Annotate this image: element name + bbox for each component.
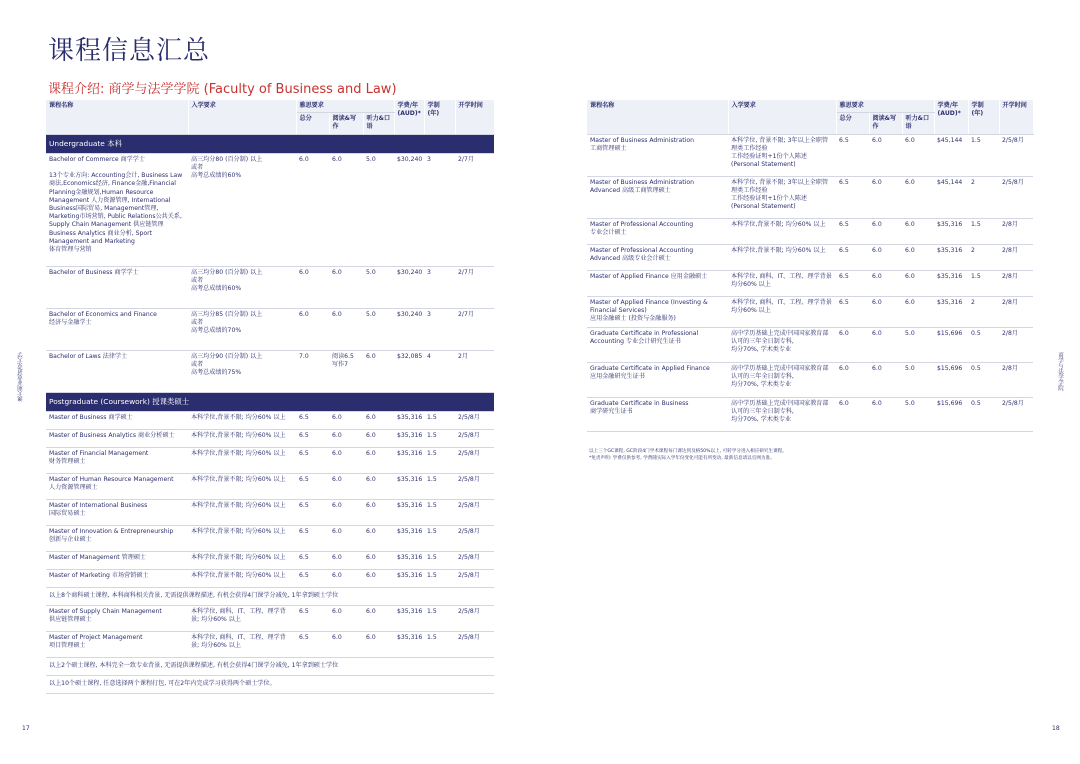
table-row <box>46 551 494 569</box>
intake-months: 2/5/8月 <box>455 525 494 551</box>
col-fee: 学费/年 (AUD)* <box>394 100 424 134</box>
col-entry-requirement: 入学要求 <box>188 100 296 134</box>
tuition-fee: $45,144 <box>934 134 968 176</box>
duration-years: 1.5 <box>424 631 455 657</box>
ielts-listening-speaking: 5.0 <box>902 327 934 362</box>
tuition-fee: $35,316 <box>394 605 424 631</box>
ielts-reading-writing: 阅读6.5 写作7 <box>329 350 363 392</box>
entry-requirement: 高中学历基础上完成中国国家教育部认可的三年全日制专科, 均分70%, 学术类专业 <box>728 397 836 431</box>
tuition-fee: $15,696 <box>934 362 968 397</box>
intake-months: 2/8月 <box>999 327 1033 362</box>
ielts-listening-speaking: 6.0 <box>363 473 394 499</box>
duration-years: 1.5 <box>424 525 455 551</box>
entry-requirement: 本科学位,背景不限; 均分60% 以上 <box>188 429 296 447</box>
table-row <box>46 447 494 473</box>
ielts-listening-speaking: 6.0 <box>902 134 934 176</box>
duration-years: 2 <box>968 244 999 270</box>
duration-years: 2 <box>968 296 999 327</box>
duration-years: 1.5 <box>424 499 455 525</box>
footnote-disclaimer: *免责声明: 学费仅供参考, 学费随实际入学年份变化可能有所变动, 最新信息请以官网为准。 <box>589 455 775 461</box>
ielts-listening-speaking: 6.0 <box>902 176 934 218</box>
footnotes <box>589 449 1029 463</box>
table-row <box>587 296 1033 327</box>
table-row <box>587 176 1033 218</box>
intake-months: 2/8月 <box>999 218 1033 244</box>
ielts-listening-speaking: 5.0 <box>902 362 934 397</box>
duration-years: 1.5 <box>424 429 455 447</box>
ielts-overall: 6.5 <box>296 631 329 657</box>
ielts-reading-writing: 6.0 <box>869 327 902 362</box>
course-name: Master of Professional Accounting 专业会计硕士 <box>587 218 728 244</box>
course-name: Bachelor of Commerce 商学学士 13个专业方向: Accounting会计, Business Law商法,Economics经济, Finance金融,Financial Planning金融规划,Human Resource Management 人力资源管理, International Business国际贸易, Management管理, Marketing市场营销, Public Relations公共关系, Supply Chain Management 供应链管理 Business Analytics 商业分析, Sport Management and Marketing 体育管理与营销 <box>46 153 188 266</box>
duration-years: 1.5 <box>968 270 999 296</box>
table-row <box>46 429 494 447</box>
tuition-fee: $35,316 <box>934 270 968 296</box>
tuition-fee: $35,316 <box>394 631 424 657</box>
intake-months: 2/5/8月 <box>999 134 1033 176</box>
table-row <box>46 605 494 631</box>
entry-requirement: 本科学位,背景不限; 均分60% 以上 <box>188 447 296 473</box>
table-row <box>46 350 494 392</box>
intake-months: 2/5/8月 <box>455 429 494 447</box>
course-name: Bachelor of Laws 法律学士 <box>46 350 188 392</box>
entry-requirement: 本科学位,背景不限; 均分60% 以上 <box>728 244 836 270</box>
course-name: Master of International Business 国际贸易硕士 <box>46 499 188 525</box>
intake-months: 2/5/8月 <box>455 551 494 569</box>
ielts-listening-speaking: 6.0 <box>363 631 394 657</box>
note-double-degree <box>46 675 494 693</box>
entry-requirement: 高三均分80 (百分制) 以上 或者 高考总成绩的60% <box>188 266 296 308</box>
ielts-reading-writing: 6.0 <box>329 411 363 429</box>
ielts-listening-speaking: 6.0 <box>363 605 394 631</box>
intake-months: 2/5/8月 <box>455 499 494 525</box>
ielts-reading-writing: 6.0 <box>869 397 902 431</box>
col-course-name: 课程名称 <box>46 100 188 134</box>
col-ielts-overall: 总分 <box>296 113 329 134</box>
tuition-fee: $35,316 <box>394 473 424 499</box>
tuition-fee: $35,316 <box>934 296 968 327</box>
ielts-reading-writing: 6.0 <box>869 362 902 397</box>
ielts-overall: 6.5 <box>296 499 329 525</box>
entry-requirement: 本科学位,背景不限; 均分60% 以上 <box>188 411 296 429</box>
duration-years: 1.5 <box>424 473 455 499</box>
tuition-fee: $35,316 <box>934 218 968 244</box>
duration-years: 2 <box>968 176 999 218</box>
col-ielts: 雅思要求 <box>296 100 394 113</box>
ielts-reading-writing: 6.0 <box>329 473 363 499</box>
ielts-reading-writing: 6.0 <box>869 270 902 296</box>
duration-years: 1.5 <box>968 134 999 176</box>
tuition-fee: $15,696 <box>934 397 968 431</box>
table-row <box>587 362 1033 397</box>
entry-requirement: 本科学位, 背景不限; 3年以上全职管理类工作经验 工作经验证明+1份个人陈述 (Personal Statement) <box>728 134 836 176</box>
note-business-masters-text: 以上8个商科硕士课程, 本科商科相关背景, 无需提供课程描述, 有机会获得4门课学分减免, 1年拿到硕士学位 <box>46 587 494 605</box>
ielts-reading-writing: 6.0 <box>869 244 902 270</box>
duration-years: 3 <box>424 153 455 266</box>
duration-years: 1.5 <box>424 605 455 631</box>
ielts-listening-speaking: 6.0 <box>363 569 394 587</box>
duration-years: 3 <box>424 308 455 350</box>
ielts-reading-writing: 6.0 <box>329 266 363 308</box>
table-row <box>587 270 1033 296</box>
tuition-fee: $30,240 <box>394 308 424 350</box>
faculty-subtitle: 课程介绍: 商学与法学学院 (Faculty of Business and Law) <box>48 82 397 97</box>
ielts-reading-writing: 6.0 <box>869 134 902 176</box>
table-row <box>587 244 1033 270</box>
course-name: Master of Marketing 市场营销硕士 <box>46 569 188 587</box>
entry-requirement: 本科学位,背景不限; 均分60% 以上 <box>188 525 296 551</box>
entry-requirement: 本科学位,背景不限; 均分60% 以上 <box>188 473 296 499</box>
course-name: Master of Business Administration 工商管理硕士 <box>587 134 728 176</box>
ielts-reading-writing: 6.0 <box>329 569 363 587</box>
right-course-table <box>587 100 1034 432</box>
section-undergraduate-text: Undergraduate 本科 <box>46 134 494 153</box>
duration-years: 0.5 <box>968 327 999 362</box>
course-name: Master of Business 商学硕士 <box>46 411 188 429</box>
table-row <box>587 327 1033 362</box>
col-intake: 开学时间 <box>999 100 1033 134</box>
course-name: Master of Management 管理硕士 <box>46 551 188 569</box>
ielts-listening-speaking: 5.0 <box>363 266 394 308</box>
course-name: Master of Applied Finance (Investing & Financial Services) 应用金融硕士 (投资与金融服务) <box>587 296 728 327</box>
ielts-listening-speaking: 6.0 <box>902 270 934 296</box>
ielts-listening-speaking: 6.0 <box>902 218 934 244</box>
ielts-overall: 6.5 <box>836 296 869 327</box>
ielts-reading-writing: 6.0 <box>329 525 363 551</box>
tuition-fee: $35,316 <box>934 244 968 270</box>
col-ielts: 雅思要求 <box>836 100 934 113</box>
col-ielts-reading-writing: 阅读&写作 <box>869 113 902 134</box>
col-ielts-listening-speaking: 听力&口语 <box>902 113 934 134</box>
intake-months: 2/7月 <box>455 153 494 266</box>
table-row <box>46 499 494 525</box>
entry-requirement: 高三均分90 (百分制) 以上 或者 高考总成绩的75% <box>188 350 296 392</box>
left-course-table <box>46 100 495 694</box>
intake-months: 2/5/8月 <box>455 473 494 499</box>
ielts-listening-speaking: 6.0 <box>363 350 394 392</box>
course-name: Master of Project Management 项目管理硕士 <box>46 631 188 657</box>
ielts-overall: 6.5 <box>296 473 329 499</box>
table-row <box>46 473 494 499</box>
ielts-overall: 6.5 <box>836 176 869 218</box>
tuition-fee: $35,316 <box>394 447 424 473</box>
section-postgraduate <box>46 392 494 411</box>
entry-requirement: 高中学历基础上完成中国国家教育部认可的三年全日制专科, 均分70%, 学术类专业 <box>728 362 836 397</box>
entry-requirement: 本科学位, 背景不限; 3年以上全职管理类工作经验 工作经验证明+1份个人陈述 (Personal Statement) <box>728 176 836 218</box>
course-name: Master of Business Analytics 商业分析硕士 <box>46 429 188 447</box>
ielts-overall: 6.5 <box>836 218 869 244</box>
duration-years: 3 <box>424 266 455 308</box>
intake-months: 2/5/8月 <box>455 631 494 657</box>
entry-requirement: 本科学位, 商科、IT、工程、理学背景; 均分60% 以上 <box>188 605 296 631</box>
ielts-overall: 6.5 <box>296 551 329 569</box>
tuition-fee: $30,240 <box>394 266 424 308</box>
course-name: Master of Financial Management 财务管理硕士 <box>46 447 188 473</box>
tuition-fee: $35,316 <box>394 499 424 525</box>
col-intake: 开学时间 <box>455 100 494 134</box>
duration-years: 1.5 <box>424 569 455 587</box>
table-row <box>587 134 1033 176</box>
intake-months: 2/8月 <box>999 270 1033 296</box>
tuition-fee: $35,316 <box>394 411 424 429</box>
ielts-listening-speaking: 6.0 <box>363 429 394 447</box>
intake-months: 2/5/8月 <box>455 447 494 473</box>
ielts-overall: 6.0 <box>836 397 869 431</box>
intake-months: 2/8月 <box>999 362 1033 397</box>
col-entry-requirement: 入学要求 <box>728 100 836 134</box>
footnote-gc: 以上三个GC课程, GC阶段4门学术课程每门课达到及格50%以上, 可转学分进入相应研究生课程。 <box>589 449 787 454</box>
intake-months: 2/5/8月 <box>455 605 494 631</box>
intake-months: 2月 <box>455 350 494 392</box>
ielts-listening-speaking: 6.0 <box>902 244 934 270</box>
entry-requirement: 高三均分85 (百分制) 以上 或者 高考总成绩的70% <box>188 308 296 350</box>
duration-years: 1.5 <box>968 218 999 244</box>
tuition-fee: $32,085 <box>394 350 424 392</box>
note-double-degree-text: 以上10个硕士课程, 任意选择两个课程打包, 可在2年内完成学习获得两个硕士学位。 <box>46 675 494 693</box>
ielts-overall: 6.5 <box>296 605 329 631</box>
ielts-overall: 6.5 <box>296 411 329 429</box>
col-duration: 学制 (年) <box>424 100 455 134</box>
course-name: Master of Supply Chain Management 供应链管理硕士 <box>46 605 188 631</box>
ielts-reading-writing: 6.0 <box>329 551 363 569</box>
duration-years: 1.5 <box>424 447 455 473</box>
side-label-left: 澳大利亚莫道克大学 <box>18 352 24 402</box>
tuition-fee: $15,696 <box>934 327 968 362</box>
table-row <box>46 631 494 657</box>
ielts-listening-speaking: 6.0 <box>363 551 394 569</box>
tuition-fee: $30,240 <box>394 153 424 266</box>
ielts-listening-speaking: 6.0 <box>363 411 394 429</box>
course-name: Graduate Certificate in Business 商学研究生证书 <box>587 397 728 431</box>
ielts-overall: 6.5 <box>836 270 869 296</box>
entry-requirement: 本科学位,背景不限; 均分60% 以上 <box>728 218 836 244</box>
col-ielts-listening-speaking: 听力&口语 <box>363 113 394 134</box>
ielts-listening-speaking: 5.0 <box>363 153 394 266</box>
ielts-overall: 6.0 <box>836 362 869 397</box>
tuition-fee: $45,144 <box>934 176 968 218</box>
duration-years: 0.5 <box>968 397 999 431</box>
entry-requirement: 本科学位,背景不限; 均分60% 以上 <box>188 569 296 587</box>
intake-months: 2/7月 <box>455 308 494 350</box>
duration-years: 4 <box>424 350 455 392</box>
ielts-listening-speaking: 6.0 <box>363 499 394 525</box>
ielts-overall: 6.0 <box>296 153 329 266</box>
ielts-reading-writing: 6.0 <box>869 296 902 327</box>
section-undergraduate <box>46 134 494 153</box>
tuition-fee: $35,316 <box>394 429 424 447</box>
table-header-row <box>46 100 494 113</box>
table-row <box>46 153 494 266</box>
ielts-overall: 6.0 <box>836 327 869 362</box>
entry-requirement: 本科学位, 商科、IT、工程、理学背景; 均分60% 以上 <box>188 631 296 657</box>
ielts-overall: 6.5 <box>836 134 869 176</box>
ielts-reading-writing: 6.0 <box>329 429 363 447</box>
col-ielts-reading-writing: 阅读&写作 <box>329 113 363 134</box>
entry-requirement: 本科学位,背景不限; 均分60% 以上 <box>188 499 296 525</box>
col-duration: 学制 (年) <box>968 100 999 134</box>
intake-months: 2/5/8月 <box>999 397 1033 431</box>
ielts-listening-speaking: 6.0 <box>363 525 394 551</box>
entry-requirement: 高三均分80 (百分制) 以上 或者 高考总成绩的60% <box>188 153 296 266</box>
course-name: Bachelor of Business 商学学士 <box>46 266 188 308</box>
ielts-reading-writing: 6.0 <box>329 153 363 266</box>
course-name: Graduate Certificate in Professional Accounting 专业会计研究生证书 <box>587 327 728 362</box>
tuition-fee: $35,316 <box>394 551 424 569</box>
table-row <box>587 397 1033 431</box>
ielts-listening-speaking: 6.0 <box>902 296 934 327</box>
course-name: Master of Innovation & Entrepreneurship 创新与企业硕士 <box>46 525 188 551</box>
intake-months: 2/5/8月 <box>455 569 494 587</box>
ielts-overall: 6.5 <box>296 429 329 447</box>
table-header-row <box>587 100 1033 113</box>
ielts-reading-writing: 6.0 <box>329 631 363 657</box>
course-name: Master of Applied Finance 应用金融硕士 <box>587 270 728 296</box>
entry-requirement: 本科学位,背景不限; 均分60% 以上 <box>188 551 296 569</box>
ielts-reading-writing: 6.0 <box>329 499 363 525</box>
duration-years: 0.5 <box>968 362 999 397</box>
table-row <box>46 525 494 551</box>
entry-requirement: 高中学历基础上完成中国国家教育部认可的三年全日制专科, 均分70%, 学术类专业 <box>728 327 836 362</box>
note-supply-project <box>46 657 494 675</box>
course-name: Master of Business Administration Advanced 高级工商管理硕士 <box>587 176 728 218</box>
intake-months: 2/8月 <box>999 244 1033 270</box>
entry-requirement: 本科学位, 商科、IT、工程、理学背景 均分60% 以上 <box>728 270 836 296</box>
ielts-overall: 6.0 <box>296 308 329 350</box>
intake-months: 2/5/8月 <box>999 176 1033 218</box>
intake-months: 2/5/8月 <box>455 411 494 429</box>
ielts-reading-writing: 6.0 <box>329 605 363 631</box>
ielts-overall: 6.5 <box>296 447 329 473</box>
page-number-right: 18 <box>1052 725 1060 732</box>
ielts-overall: 6.5 <box>296 569 329 587</box>
intake-months: 2/8月 <box>999 296 1033 327</box>
page-number-left: 17 <box>22 725 30 732</box>
course-name: Bachelor of Economics and Finance 经济与金融学士 <box>46 308 188 350</box>
course-name: Graduate Certificate in Applied Finance 应用金融研究生证书 <box>587 362 728 397</box>
col-fee: 学费/年 (AUD)* <box>934 100 968 134</box>
intake-months: 2/7月 <box>455 266 494 308</box>
table-row <box>46 569 494 587</box>
ielts-overall: 6.5 <box>296 525 329 551</box>
tuition-fee: $35,316 <box>394 525 424 551</box>
ielts-overall: 6.5 <box>836 244 869 270</box>
ielts-reading-writing: 6.0 <box>329 447 363 473</box>
ielts-reading-writing: 6.0 <box>869 218 902 244</box>
duration-years: 1.5 <box>424 551 455 569</box>
ielts-overall: 6.0 <box>296 266 329 308</box>
table-row <box>587 218 1033 244</box>
table-row <box>46 308 494 350</box>
table-row <box>46 266 494 308</box>
course-name: Master of Human Resource Management 人力资源管理硕士 <box>46 473 188 499</box>
note-supply-project-text: 以上2个硕士课程, 本科完全一致专业背景, 无需提供课程描述, 有机会获得4门课学分减免, 1年拿到硕士学位 <box>46 657 494 675</box>
tuition-fee: $35,316 <box>394 569 424 587</box>
ielts-overall: 7.0 <box>296 350 329 392</box>
note-business-masters <box>46 587 494 605</box>
side-label-right: 商学与法学学院 <box>1057 352 1063 391</box>
page-title: 课程信息汇总 <box>48 36 211 66</box>
entry-requirement: 本科学位, 商科、IT、工程、理学背景 均分60% 以上 <box>728 296 836 327</box>
course-name: Master of Professional Accounting Advanced 高级专业会计硕士 <box>587 244 728 270</box>
section-postgraduate-text: Postgraduate (Coursework) 授课类硕士 <box>46 392 494 411</box>
col-ielts-overall: 总分 <box>836 113 869 134</box>
ielts-listening-speaking: 6.0 <box>363 447 394 473</box>
ielts-listening-speaking: 5.0 <box>363 308 394 350</box>
duration-years: 1.5 <box>424 411 455 429</box>
ielts-reading-writing: 6.0 <box>329 308 363 350</box>
ielts-listening-speaking: 5.0 <box>902 397 934 431</box>
ielts-reading-writing: 6.0 <box>869 176 902 218</box>
col-course-name: 课程名称 <box>587 100 728 134</box>
table-row <box>46 411 494 429</box>
